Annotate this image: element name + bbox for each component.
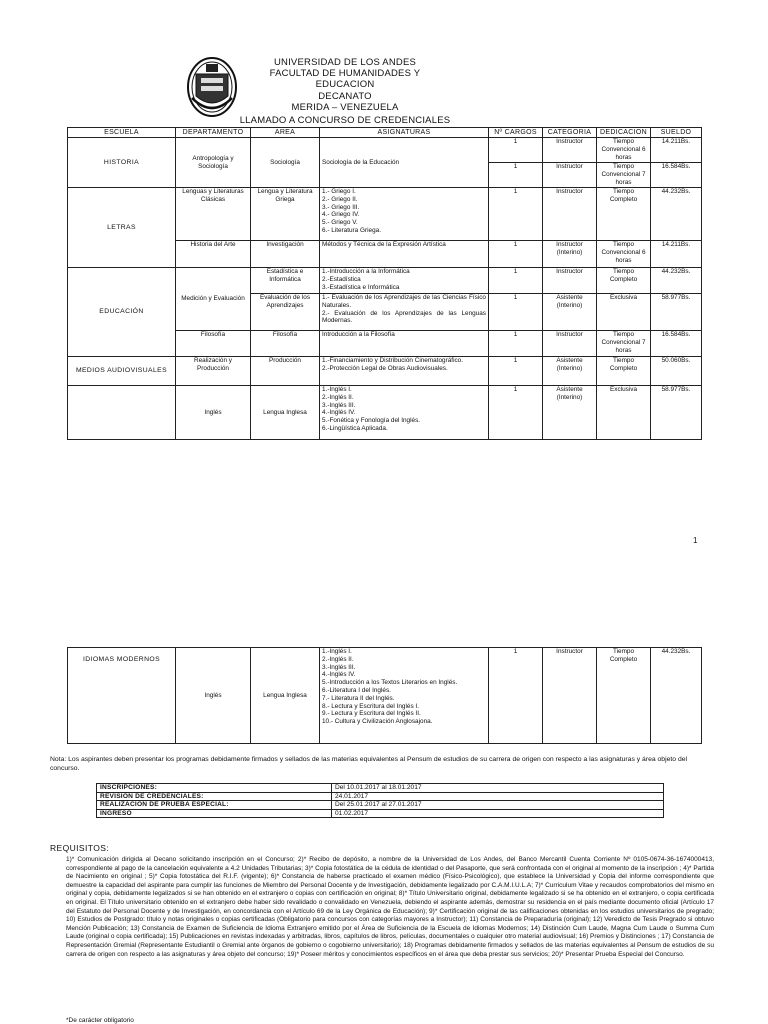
asignaturas-cell: Introducción a la Filosofía: [320, 331, 489, 357]
dedicacion-cell: Tiempo Convencional 6 horas: [597, 138, 651, 163]
asignatura-item: 6.-Literatura I del Inglés.: [322, 686, 391, 694]
schedule-value: Del 25.01.2017 al 27.01.2017: [332, 801, 664, 810]
dedicacion-cell: Exclusiva: [597, 386, 651, 440]
cargos-cell: 1: [489, 357, 543, 386]
schedule-value: 24.01.2017: [332, 792, 664, 801]
dedicacion-cell: Tiempo Convencional 7 horas: [597, 163, 651, 188]
asignatura-item: 5.- Griego V.: [322, 219, 358, 227]
dedicacion-cell: Tiempo Completo: [597, 188, 651, 241]
schedule-value: Del 10.01.2017 al 18.01.2017: [332, 784, 664, 793]
table-row: [68, 357, 702, 386]
asignatura-item: 4.- Griego IV.: [322, 211, 360, 219]
categoria-cell: Asistente (Interino): [543, 386, 597, 440]
asignatura-item: 2.- Griego II.: [322, 195, 358, 203]
table-row: [68, 138, 702, 163]
institution-header: [230, 57, 460, 113]
table-header-row: [68, 128, 702, 138]
cargos-cell: 1: [489, 188, 543, 241]
header-line: EDUCACION: [315, 79, 375, 91]
asignatura-item: 2.-Inglés II.: [322, 655, 354, 663]
dedicacion-cell: Tiempo Completo: [597, 357, 651, 386]
document-title: LLAMADO A CONCURSO DE CREDENCIALES: [239, 115, 451, 126]
area-cell: Sociología: [251, 138, 320, 188]
escuela-cell: IDIOMAS MODERNOS: [68, 648, 176, 744]
dedicacion-cell: Exclusiva: [597, 294, 651, 331]
positions-table: [67, 127, 702, 440]
sueldo-cell: 58.977Bs.: [651, 386, 702, 440]
header-line: UNIVERSIDAD DE LOS ANDES: [273, 57, 417, 68]
dedicacion-cell: Tiempo Convencional 7 horas: [597, 331, 651, 357]
asignaturas-cell: [320, 294, 489, 331]
sueldo-cell: 44.232Bs.: [651, 648, 702, 744]
table-row: [68, 386, 702, 440]
dedicacion-cell: Tiempo Completo: [597, 268, 651, 294]
schedule-row: [97, 809, 664, 818]
escuela-cell: EDUCACIÓN: [68, 268, 176, 357]
area-cell: Lengua y Literatura Griega: [251, 188, 320, 241]
asignatura-item: 1.- Evaluación de los Aprendizajes de las Ciencias Físico Naturales.: [322, 294, 486, 309]
schedule-label: REALIZACIÓN DE PRUEBA ESPECIAL:: [97, 801, 332, 810]
asignatura-item: 2.-Inglés II.: [322, 393, 354, 401]
page-number: 1: [693, 536, 698, 545]
asignatura-item: 2.- Evaluación de los Aprendizajes de las Lenguas Modernas.: [322, 309, 486, 325]
requirements-text: 1)* Comunicación dirigida al Decano solicitando inscripción en el Concurso; 2)* Recibo de depósito, a nombre de la Universidad de Los Andes, del Banco Mercantil Cuenta Corriente Nº 0105-0674-36-1674000413, correspondiente al pago de la cancelación equivalente a 4.2 Unidades Tributarias; 3)* Copia fotostática de la cédula de identidad o del Pasaporte, que será confrontada con el original al momento de la inscripción ; 4)* Partida de Nacimiento en original ; 5)* Copia fotostática del R.I.F. (vigente); 6)* Constancia de haberse practicado el examen médico (Físico-Psicológico), que establece la Universidad y Copia del informe correspondiente que demuestre la capacidad del aspirante para cumplir las funciones de Miembro del Personal Docente y de Investigación, debidamente legalizado por C.A.M.I.U.L.A; 7)* Curriculum Vitae y recaudos comprobatorios del mismo en original y copia, debidamente legalizados si se han obtenido en el extranjero o copias con certificación en original; 8)* Título Universitario original, debidamente legalizado si se ha obtenido en el extranjero, o copia certificada en original. El Título universitario obtenido en el extranjero debe haber sido revalidado o convalidado en Venezuela, debiendo el aspirante además, demostrar su residencia en el país mediante documento oficial (Artículo 17 del Estatuto del Personal Docente y de Investigación, en concordancia con el Artículo 69 de la Ley Orgánica de Educación); 9)* Certificación original de las calificaciones obtenidas en los estudios universitarios de pregrado; 10) Estudios de Postgrado: título y notas originales o copias certificadas (Obligatorio para concursos con categorías mayores a Instructor); 11) Constancia de Preparaduría (original); 12) Veredicto de Tesis Pregrado si obtuvo Mención Publicación; 13) Constancia de Examen de Suficiencia de Idioma Extranjero emitido por el Área de Suficiencia de la Escuela de Idiomas Modernos; 14) Distinción Cum Laude, Magna Cum Laude o Summa Cum Laude (original o copia certificada); 15) Publicaciones en revistas indexadas y arbitradas, libros, capítulos de libros, películas, documentales o cualquier otro material audiovisual; 16) Premios y Distinciones ; 17) Constancia de Representación Gremial (Representante Estudiantil o Gremial ante órganos de gobierno o cogobierno universitario); 18) Programas debidamente firmados y sellados de las materias equivalentes al Pensum de estudios de su carrera de origen con respecto a las asignaturas y área objeto del concurso; 19)* Poseer méritos y conocimientos específicos en el área que deba prestar sus servicios; 20)* Presentar Prueba Especial del Concurso.: [66, 856, 714, 958]
asignatura-item: 7.- Literatura II del Inglés.: [322, 694, 395, 702]
requirements-title: REQUISITOS:: [50, 843, 110, 853]
cargos-cell: 1: [489, 386, 543, 440]
categoria-cell: Instructor: [543, 188, 597, 241]
dedicacion-cell: Tiempo Convencional 6 horas: [597, 241, 651, 268]
asignatura-item: 9.- Lectura y Escritura del Inglés II.: [322, 710, 421, 718]
departamento-cell: Realización y Producción: [176, 357, 251, 386]
column-header: DEPARTAMENTO: [176, 128, 251, 138]
asignatura-item: 6.-Lingüística Aplicada.: [322, 424, 388, 432]
asignatura-item: 8.- Lectura y Escritura del Inglés I.: [322, 702, 419, 710]
schedule-row: [97, 784, 664, 793]
cargos-cell: 1: [489, 294, 543, 331]
asignatura-item: 3.-Estadística e Informática: [322, 283, 400, 291]
schedule-row: [97, 792, 664, 801]
asignaturas-cell: Sociología de la Educación: [320, 138, 489, 188]
categoria-cell: Asistente (Interino): [543, 294, 597, 331]
schedule-label: REVISIÓN DE CREDENCIALES:: [97, 792, 332, 801]
column-header: DEDICACION: [597, 128, 651, 138]
dedicacion-cell: Tiempo Completo: [597, 648, 651, 744]
departamento-cell: Inglés: [176, 386, 251, 440]
asignatura-item: 1.-Inglés I.: [322, 386, 352, 393]
sueldo-cell: 58.977Bs.: [651, 294, 702, 331]
departamento-cell: Medición y Evaluación: [176, 268, 251, 331]
categoria-cell: Instructor: [543, 648, 597, 744]
schedule-table: [96, 783, 664, 818]
asignatura-item: 1.-Financiamiento y Distribución Cinematográfico.: [322, 357, 464, 364]
table-row: [68, 188, 702, 241]
cargos-cell: 1: [489, 163, 543, 188]
asignatura-item: 5.-Introducción a los Textos Literarios en Inglés.: [322, 679, 458, 687]
asignaturas-cell: [320, 268, 489, 294]
asignatura-item: 1.-Introducción a la Informática: [322, 268, 410, 275]
asignatura-item: 5.-Fonética y Fonología del Inglés.: [322, 417, 421, 425]
cargos-cell: 1: [489, 648, 543, 744]
asignatura-item: 1.- Griego I.: [322, 188, 356, 195]
sueldo-cell: 16.584Bs.: [651, 163, 702, 188]
header-line: DECANATO: [318, 90, 372, 102]
note-paragraph: Nota: Los aspirantes deben presentar los programas debidamente firmados y sellados de las materias equivalentes al Pensum de estudios de su carrera de origen con respecto a las asignaturas y área objeto del concurso.: [50, 756, 688, 772]
sueldo-cell: 44.232Bs.: [651, 268, 702, 294]
escuela-cell: MEDIOS AUDIOVISUALES: [68, 357, 176, 386]
asignatura-item: 4.-Inglés IV.: [322, 671, 356, 679]
categoria-cell: Instructor: [543, 331, 597, 357]
asignatura-item: 1.-Inglés I.: [322, 648, 352, 655]
area-cell: Investigación: [251, 241, 320, 268]
column-header: Nº CARGOS: [489, 128, 543, 138]
asignatura-item: 6.- Literatura Griega.: [322, 226, 381, 234]
area-cell: Estadística e Informática: [251, 268, 320, 294]
area-cell: Filosofía: [251, 331, 320, 357]
departamento-cell: Historia del Arte: [176, 241, 251, 268]
asignaturas-cell: [320, 188, 489, 241]
departamento-cell: Lenguas y Literaturas Clásicas: [176, 188, 251, 241]
escuela-cell: LETRAS: [68, 188, 176, 268]
column-header: CATEGORIA: [543, 128, 597, 138]
sueldo-cell: 16.584Bs.: [651, 331, 702, 357]
header-line: MERIDA – VENEZUELA: [291, 101, 399, 113]
column-header: ASIGNATURAS: [320, 128, 489, 138]
asignaturas-cell: [320, 386, 489, 440]
schedule-label: INSCRIPCIONES:: [97, 784, 332, 793]
escuela-cell: HISTORIA: [68, 138, 176, 188]
area-cell: Lengua Inglesa: [251, 386, 320, 440]
sueldo-cell: 14.211Bs.: [651, 138, 702, 163]
area-cell: Lengua Inglesa: [251, 648, 320, 744]
cargos-cell: 1: [489, 268, 543, 294]
asignatura-item: 4.-Inglés IV.: [322, 409, 356, 417]
categoria-cell: Asistente (Interino): [543, 357, 597, 386]
departamento-cell: Antropología y Sociología: [176, 138, 251, 188]
header-line: FACULTAD DE HUMANIDADES Y: [269, 68, 421, 80]
area-cell: Evaluación de los Aprendizajes: [251, 294, 320, 331]
column-header: SUELDO: [651, 128, 702, 138]
asignatura-item: 2.-Estadística: [322, 275, 361, 283]
asignatura-item: 3.-Inglés III.: [322, 401, 356, 409]
asignatura-item: 3.-Inglés III.: [322, 663, 356, 671]
escuela-cell-empty: [68, 386, 176, 440]
categoria-cell: Instructor: [543, 163, 597, 188]
column-header: AREA: [251, 128, 320, 138]
positions-table-continued: [67, 647, 702, 744]
categoria-cell: Instructor: [543, 268, 597, 294]
cargos-cell: 1: [489, 241, 543, 268]
departamento-cell: Inglés: [176, 648, 251, 744]
categoria-cell: Instructor (Interino): [543, 241, 597, 268]
footnote: *De carácter obligatorio: [66, 1017, 134, 1024]
cargos-cell: 1: [489, 138, 543, 163]
categoria-cell: Instructor: [543, 138, 597, 163]
asignaturas-cell: [320, 648, 489, 744]
schedule-label: INGRESO: [97, 809, 332, 818]
table-row: [68, 268, 702, 294]
schedule-row: [97, 801, 664, 810]
asignatura-item: 2.-Protección Legal de Obras Audiovisuales.: [322, 364, 448, 372]
area-cell: Producción: [251, 357, 320, 386]
sueldo-cell: 14.211Bs.: [651, 241, 702, 268]
column-header: ESCUELA: [68, 128, 176, 138]
schedule-value: 01.02.2017: [332, 809, 664, 818]
asignaturas-cell: Métodos y Técnica de la Expresión Artística: [320, 241, 489, 268]
cargos-cell: 1: [489, 331, 543, 357]
asignaturas-cell: [320, 357, 489, 386]
departamento-cell: Filosofía: [176, 331, 251, 357]
sueldo-cell: 44.232Bs.: [651, 188, 702, 241]
asignatura-item: 10.- Cultura y Civilización Anglosajona.: [322, 718, 433, 726]
sueldo-cell: 50.060Bs.: [651, 357, 702, 386]
asignatura-item: 3.- Griego III.: [322, 203, 360, 211]
table-row: [68, 648, 702, 744]
